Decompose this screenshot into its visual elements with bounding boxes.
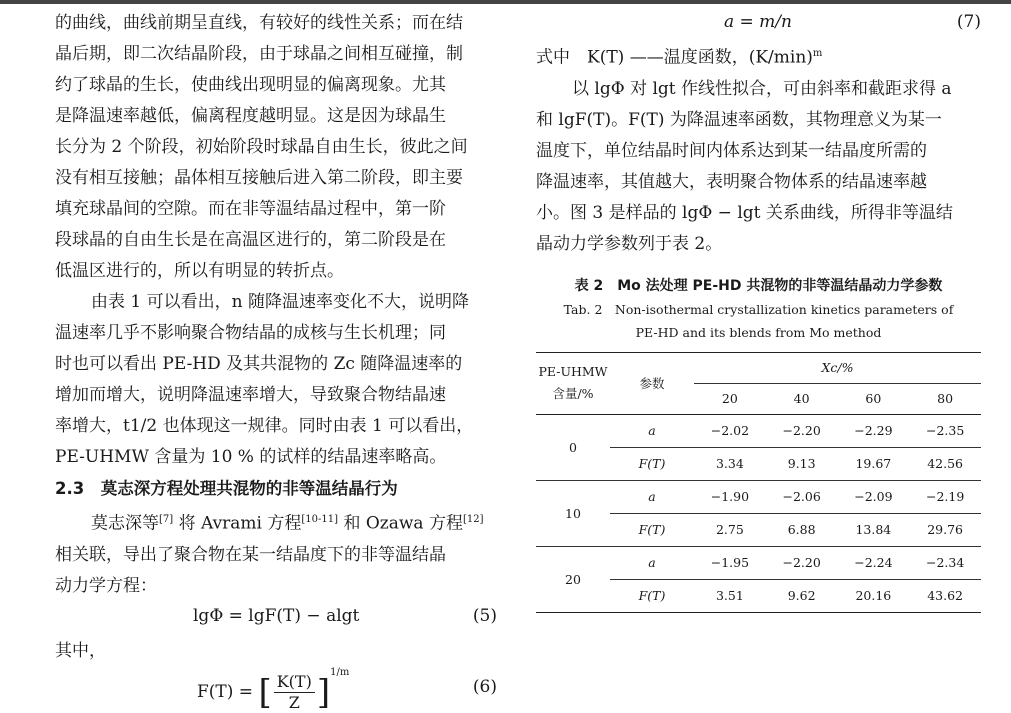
text-line: 长分为 2 个阶段，初始阶段时球晶自由生长，彼此之间	[55, 137, 468, 157]
value-cell: 43.62	[927, 588, 964, 604]
equation-7	[536, 8, 981, 38]
header-xc-value: 80	[937, 391, 954, 407]
text-line: 其中，	[55, 640, 106, 661]
definition-line	[536, 38, 981, 74]
right-bracket: ]	[316, 672, 331, 713]
text-span: 莫志深等	[91, 513, 159, 534]
table-row	[536, 546, 981, 579]
value-cell: 9.62	[787, 588, 816, 604]
value-cell: −2.19	[925, 489, 965, 505]
value-cell: 13.84	[855, 522, 892, 538]
text-line: 由表 1 可以看出，n 随降温速率变化不大，说明降	[91, 292, 469, 312]
text-span: 和 Ozawa 方程	[343, 513, 463, 534]
header-xc-value: 40	[793, 391, 810, 407]
text-line: 的曲线，曲线前期呈直线，有较好的线性关系；而在结	[55, 13, 463, 33]
exponent: 1/m	[330, 666, 350, 678]
value-cell: 9.13	[787, 456, 816, 472]
param-cell: F(T)	[638, 522, 666, 538]
content-cell: 10	[536, 480, 610, 546]
equation-expression	[197, 667, 349, 713]
text-line: 增加而增大，说明降温速率增大，导致聚合物结晶速	[55, 385, 446, 405]
header-text: 含量/%	[552, 386, 594, 402]
value-cell: 3.34	[715, 456, 744, 472]
text-line: 温度下，单位结晶时间内体系达到某一结晶度所需的	[536, 140, 927, 161]
table-caption-cn: 表 2 Mo 法处理 PE-HD 共混物的非等温结晶动力学参数	[574, 277, 943, 294]
superscript: m	[812, 48, 823, 59]
citation-ref: [7]	[159, 514, 174, 525]
value-cell: 6.88	[787, 522, 816, 538]
value-cell: −2.09	[854, 489, 893, 505]
text-line	[536, 38, 981, 74]
equation-expression: a = m/n	[724, 12, 792, 32]
value-cell: −2.06	[782, 489, 821, 505]
equation-6	[55, 667, 497, 711]
header-content	[536, 352, 610, 414]
table-header-row	[536, 352, 981, 383]
value-cell: −1.90	[710, 489, 750, 505]
fraction-denominator: Z	[288, 692, 300, 712]
fraction	[274, 672, 315, 713]
paragraph-mo-equation	[55, 504, 497, 602]
value-cell: −2.20	[782, 423, 821, 439]
table-row	[536, 414, 981, 447]
section-heading: 2.3 莫志深方程处理共混物的非等温结晶行为	[55, 479, 398, 498]
citation-ref: [10-11]	[301, 514, 339, 525]
text-line: 段球晶的自由生长是在高温区进行的，第二阶段是在	[55, 230, 446, 250]
content-cell: 0	[536, 414, 610, 480]
param-cell: a	[648, 423, 656, 439]
where-line	[55, 636, 497, 667]
value-cell: −2.29	[854, 423, 893, 439]
content-cell: 20	[536, 546, 610, 612]
paragraph-fit-description	[536, 74, 981, 260]
citation-ref: [12]	[462, 514, 484, 525]
param-cell: a	[648, 489, 656, 505]
header-xc-value: 60	[865, 391, 882, 407]
table-row	[536, 480, 981, 513]
paragraph-curve-analysis	[55, 8, 497, 287]
text-line: 以 lgΦ 对 lgt 作线性拟合，可由斜率和截距求得 a	[572, 78, 952, 99]
text-line: 约了球晶的生长，使曲线出现明显的偏离现象。尤其	[55, 75, 446, 95]
text-line: 动力学方程：	[55, 575, 157, 596]
right-column	[536, 8, 981, 613]
text-line: 小。图 3 是样品的 lgΦ − lgt 关系曲线，所得非等温结	[536, 202, 953, 223]
text-span: 式中 K(T) ——温度函数，(K/min)	[536, 47, 813, 68]
kinetics-table	[536, 352, 981, 613]
text-span: 将 Avrami 方程	[178, 513, 302, 534]
equation-number: (7)	[956, 12, 981, 32]
equation-5	[55, 602, 497, 636]
value-cell: −2.24	[854, 555, 893, 571]
text-line: 填充球晶间的空隙。而在非等温结晶过程中，第一阶	[55, 199, 446, 219]
top-rule	[0, 0, 1011, 4]
equation-lhs: F(T) =	[197, 681, 254, 702]
text-line: PE-UHMW 含量为 10 % 的试样的结晶速率略高。	[55, 447, 447, 467]
value-cell: −2.02	[710, 423, 750, 439]
text-line: 率增大，t1/2 也体现这一规律。同时由表 1 可以看出，	[55, 416, 474, 436]
header-text: PE-UHMW	[538, 364, 608, 380]
text-line: 和 lgF(T)。F(T) 为降温速率函数，其物理意义为某一	[536, 109, 942, 130]
value-cell: 20.16	[855, 588, 892, 604]
equation-number: (5)	[472, 605, 497, 626]
text-line: 降温速率，其值越大，表明聚合物体系的结晶速率越	[536, 171, 927, 192]
text-line: 温速率几乎不影响聚合物结晶的成核与生长机理；同	[55, 323, 446, 343]
text-line: 没有相互接触；晶体相互接触后进入第二阶段，即主要	[55, 168, 463, 188]
table-caption-en: PE-HD and its blends from Mo method	[635, 324, 882, 340]
table-caption-en: Tab. 2 Non-isothermal crystallization kinetics parameters of	[563, 301, 954, 317]
paragraph-table1-discussion	[55, 287, 497, 473]
value-cell: 19.67	[855, 456, 892, 472]
value-cell: −2.35	[925, 423, 965, 439]
equation-expression: lgΦ = lgF(T) − algt	[193, 605, 360, 626]
text-line: 相关联，导出了聚合物在某一结晶度下的非等温结晶	[55, 544, 446, 565]
value-cell: 2.75	[715, 522, 744, 538]
param-cell: F(T)	[638, 456, 666, 472]
value-cell: −1.95	[710, 555, 750, 571]
value-cell: 42.56	[927, 456, 964, 472]
header-xc-value: 20	[721, 391, 738, 407]
text-line-with-refs	[55, 504, 497, 540]
text-line: 晶后期，即二次结晶阶段，由于球晶之间相互碰撞，制	[55, 44, 463, 64]
text-line: 是降温速率越低，偏离程度越明显。这是因为球晶生	[55, 106, 446, 126]
equation-number: (6)	[472, 676, 497, 697]
text-line: 时也可以看出 PE-HD 及其共混物的 Zc 随降温速率的	[55, 354, 463, 374]
value-cell: −2.34	[925, 555, 965, 571]
fraction-numerator: K(T)	[274, 672, 315, 693]
left-column	[55, 8, 497, 711]
value-cell: 29.76	[927, 522, 964, 538]
header-param: 参数	[610, 352, 694, 414]
header-xc: Xc/%	[694, 352, 981, 383]
param-cell: a	[648, 555, 656, 571]
text-line: 晶动力学参数列于表 2。	[536, 233, 723, 254]
value-cell: 3.51	[715, 588, 744, 604]
value-cell: −2.20	[782, 555, 821, 571]
text-line: 低温区进行的，所以有明显的转折点。	[55, 261, 344, 281]
param-cell: F(T)	[638, 588, 666, 604]
left-bracket: [	[258, 672, 272, 713]
